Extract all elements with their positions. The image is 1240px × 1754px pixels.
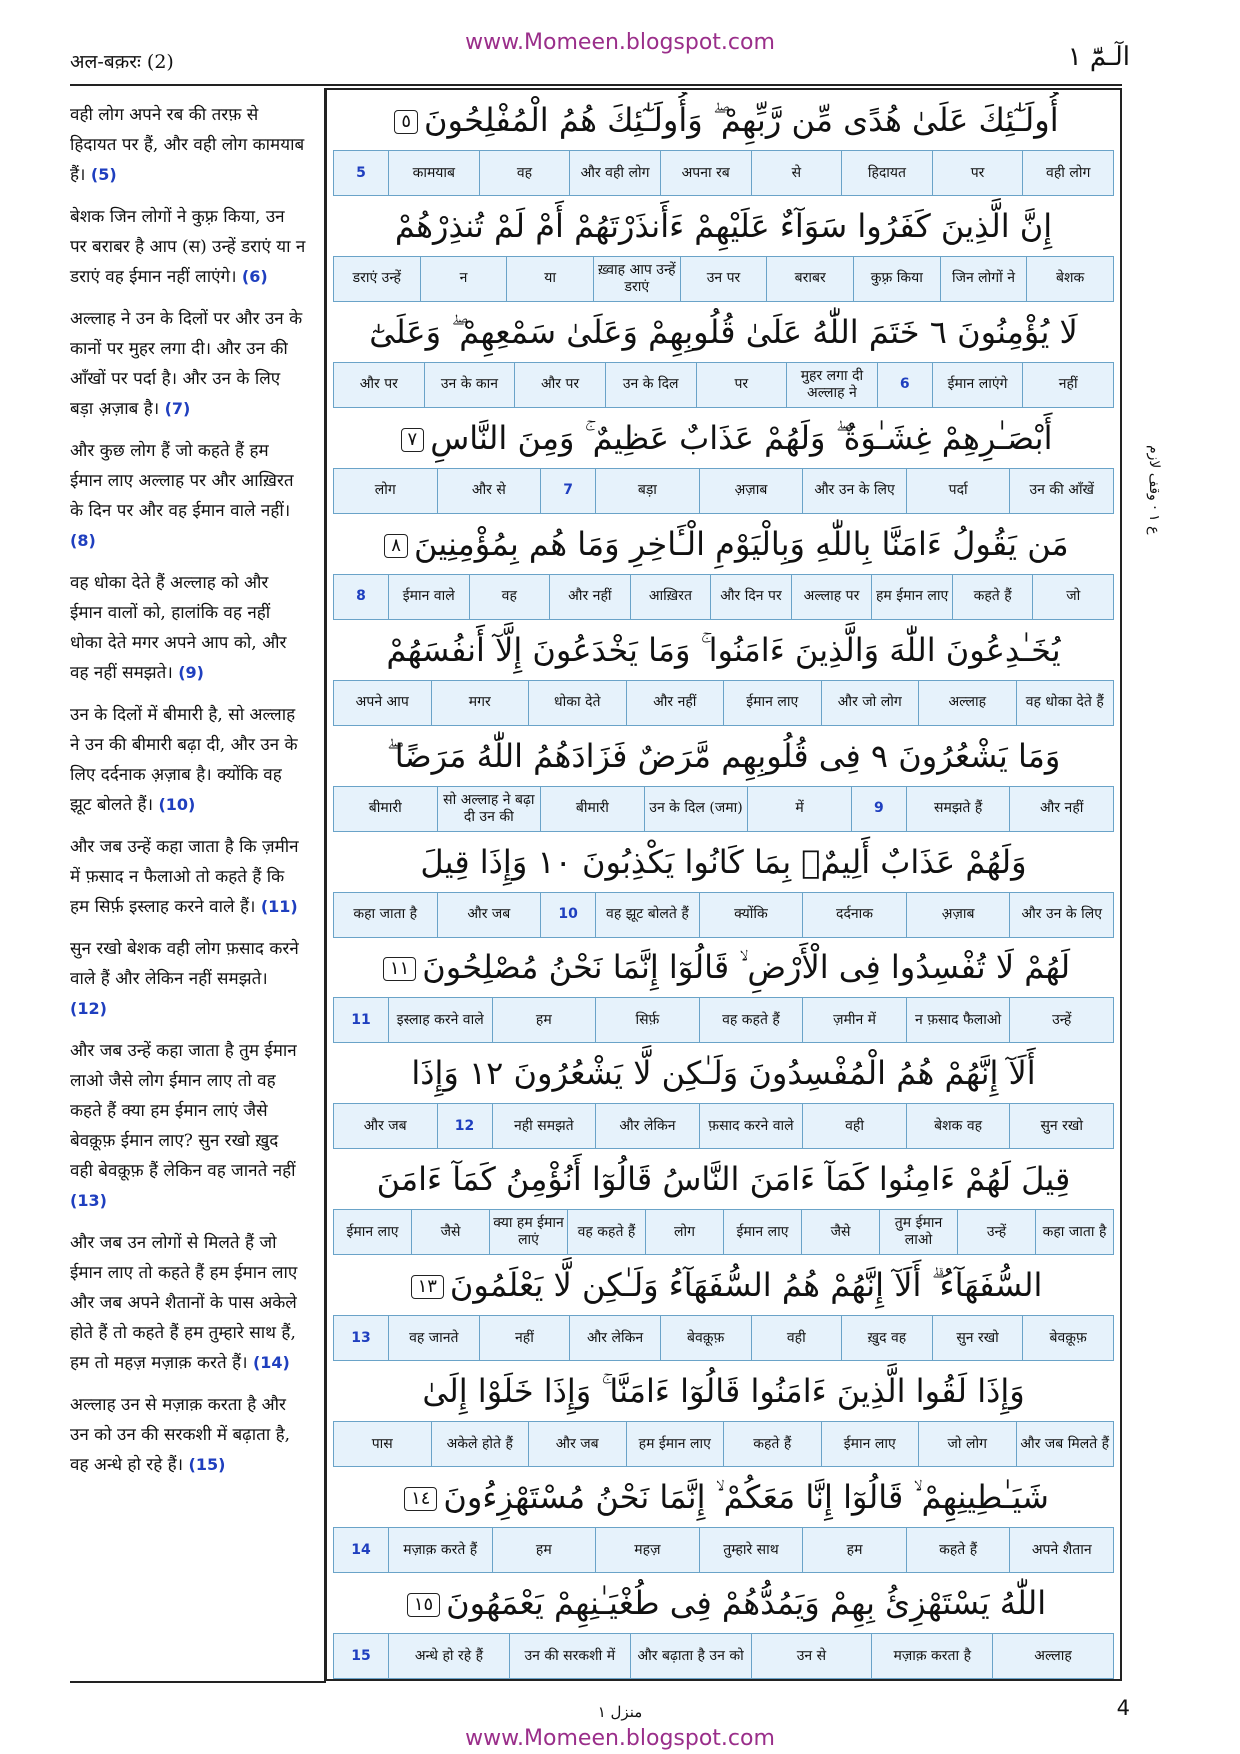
word-meaning-cell: जो <box>1032 575 1113 619</box>
word-meaning-cell: उन की सरकशी में <box>509 1634 630 1678</box>
word-meaning-cell: अल्लाह <box>918 681 1016 725</box>
para-title-arabic: الٓـمّٓ ١ <box>1067 42 1130 72</box>
word-meaning-row <box>333 1315 1114 1361</box>
arabic-text: مَن يَقُولُ ءَامَنَّا بِاللّٰهِ وَبِالْيَوْمِ الْـَٔاخِرِ وَمَا هُم بِمُؤْمِنِينَ <box>413 524 1069 563</box>
word-meaning-cell: में <box>747 787 851 831</box>
translation-text: और कुछ लोग हैं जो कहते हैं हम ईमान लाए अल्लाह पर और आख़िरत के दिन पर और वह ईमान वाले नहीं। <box>70 441 294 521</box>
translation-text: उन के दिलों में बीमारी है, सो अल्लाह ने उन की बीमारी बढ़ा दी, और उन के लिए दर्दनाक अ़ज़ाब है। क्योंकि वह झूट बोलते हैं। <box>70 705 298 815</box>
translation-column <box>70 100 306 1492</box>
word-meaning-cell: तुम ईमान लाओ <box>879 1210 957 1254</box>
arabic-text: لَهُمْ لَا تُفْسِدُوا فِى الْأَرْضِ ۙ قَالُوٓا إِنَّمَا نَحْنُ مُصْلِحُونَ <box>422 948 1071 987</box>
ayah-number-marker: ٧ <box>401 428 425 452</box>
word-meaning-cell: अपने आप <box>355 694 409 711</box>
translation-paragraph <box>70 1390 306 1480</box>
word-meaning-cell: बेशक वह <box>906 1104 1010 1148</box>
verse-number-cell: 11 <box>351 1011 371 1028</box>
word-meaning-cell: महज़ <box>595 1528 699 1572</box>
word-meaning-cell: फ़साद करने वाले <box>699 1104 803 1148</box>
word-meaning-cell: क्योंकि <box>699 893 803 937</box>
arabic-verse-line <box>327 1257 1120 1314</box>
word-meaning-cell: ज़मीन में <box>802 998 906 1042</box>
word-meaning-cell: सिर्फ़ <box>595 998 699 1042</box>
translation-paragraph <box>70 832 306 922</box>
verse-number: (9) <box>178 663 204 682</box>
verse-number: (12) <box>70 999 107 1018</box>
verse-number-cell: 15 <box>351 1647 371 1664</box>
word-meaning-cell: कहते हैं <box>952 575 1033 619</box>
word-meaning-cell: अल्लाह <box>992 1634 1113 1678</box>
translation-paragraph <box>70 1228 306 1378</box>
word-meaning-cell: बेवक़ूफ़ <box>1022 1316 1113 1360</box>
word-meaning-cell: हम <box>492 1528 596 1572</box>
word-meaning-cell: वह जानते <box>388 1316 479 1360</box>
word-meaning-cell: उन्हें <box>957 1210 1035 1254</box>
word-meaning-cell: और से <box>437 469 541 513</box>
word-meaning-row <box>333 786 1114 832</box>
verse-number-cell: 7 <box>540 469 595 513</box>
word-meaning-cell: ईमान लाए <box>821 1422 919 1466</box>
word-meaning-row <box>333 256 1114 302</box>
word-meaning-cell: और नहीं <box>549 575 630 619</box>
word-meaning-cell: वह कहते हैं <box>567 1210 645 1254</box>
verse-number: (14) <box>252 1353 290 1372</box>
translation-text: अल्लाह ने उन के दिलों पर और उन के कानों पर मुहर लगा दी। और उन की आँखों पर पर्दा है। और उन के लिए बड़ा अ़ज़ाब है। <box>70 309 303 419</box>
word-meaning-cell: वह झूट बोलते हैं <box>595 893 699 937</box>
word-meaning-cell: न फ़साद फैलाओ <box>906 998 1010 1042</box>
translation-text: और जब उन्हें कहा जाता है कि ज़मीन में फ़साद न फैलाओ तो कहते हैं कि हम सिर्फ़ इस्लाह करने वाले हैं। <box>70 837 299 917</box>
word-meaning-cell: ईमान लाए <box>723 1210 801 1254</box>
verse-number: (10) <box>158 795 196 814</box>
word-meaning-cell: सुन रखो <box>932 1316 1023 1360</box>
word-meaning-cell: इस्लाह करने वाले <box>388 998 492 1042</box>
word-meaning-cell: लोग <box>645 1210 723 1254</box>
verse-number-cell: 8 <box>356 588 366 605</box>
word-meaning-cell: ईमान लाए <box>346 1223 399 1240</box>
word-meaning-cell: और पर <box>359 376 398 393</box>
word-meaning-cell: जिन लोगों ने <box>940 257 1027 301</box>
arabic-verse-line <box>327 1045 1120 1102</box>
ayah-number-marker: ١٥ <box>407 1593 440 1617</box>
arabic-verse-line <box>327 304 1120 361</box>
word-meaning-cell: डराएं उन्हें <box>352 270 401 287</box>
word-meaning-cell: और बढ़ाता है उन को <box>630 1634 751 1678</box>
word-meaning-row <box>333 997 1114 1043</box>
arabic-verse-line <box>327 1469 1120 1526</box>
word-meaning-cell: उन्हें <box>1009 998 1113 1042</box>
verse-number-cell: 5 <box>356 164 366 181</box>
word-meaning-cell: मुहर लगा दी अल्लाह ने <box>786 363 877 407</box>
word-meaning-cell: वही <box>751 1316 842 1360</box>
verse-number-cell: 13 <box>351 1329 371 1346</box>
ayah-number-marker: ١١ <box>383 957 416 981</box>
word-meaning-cell: और लेकिन <box>595 1104 699 1148</box>
word-meaning-cell: और जब <box>363 1117 407 1134</box>
word-meaning-cell: बेशक <box>1026 257 1113 301</box>
word-meaning-row <box>333 150 1114 196</box>
word-meaning-cell: जैसे <box>411 1210 489 1254</box>
arabic-text: أَلَآ إِنَّهُمْ هُمُ الْمُفْسِدُونَ وَلَـٰكِن لَّا يَشْعُرُونَ ١٢ وَإِذَا <box>411 1054 1036 1093</box>
word-meaning-cell: मगर <box>431 681 529 725</box>
word-meaning-cell: और जब <box>528 1422 626 1466</box>
word-meaning-cell: उन पर <box>680 257 767 301</box>
verse-number: (8) <box>70 531 96 550</box>
arabic-verse-line <box>327 1575 1120 1632</box>
arabic-text: أَبْصَـٰرِهِمْ غِشَـٰوَةٌ ۖ وَلَهُمْ عَذَابٌ عَظِيمٌ ۚ وَمِنَ النَّاسِ <box>430 418 1053 457</box>
word-by-word-panel <box>325 88 1122 1681</box>
word-meaning-cell: उन के दिल (जमा) <box>644 787 748 831</box>
word-meaning-cell: वही <box>802 1104 906 1148</box>
word-meaning-cell: हम <box>802 1528 906 1572</box>
verse-number: (7) <box>164 399 191 418</box>
word-meaning-cell: पर <box>696 363 787 407</box>
word-meaning-cell: से <box>751 151 842 195</box>
word-meaning-cell: जो लोग <box>918 1422 1016 1466</box>
ruku-marker: ع ١ · وقف لازم <box>1146 445 1162 535</box>
word-meaning-cell: और वही लोग <box>569 151 660 195</box>
word-meaning-row <box>333 574 1114 620</box>
word-meaning-cell: पास <box>371 1435 393 1452</box>
word-meaning-cell: और जब मिलते हैं <box>1016 1422 1114 1466</box>
word-meaning-cell: और जब <box>437 893 541 937</box>
arabic-verse-line <box>327 1151 1120 1208</box>
word-meaning-cell: बीमारी <box>540 787 644 831</box>
word-meaning-cell: कहते हैं <box>723 1422 821 1466</box>
translation-paragraph <box>70 100 306 190</box>
word-meaning-cell: आख़िरत <box>630 575 711 619</box>
word-meaning-cell: वह धोका देते हैं <box>1016 681 1114 725</box>
word-meaning-row <box>333 1103 1114 1149</box>
arabic-verse-line <box>327 728 1120 785</box>
word-meaning-cell: हम ईमान लाए <box>871 575 952 619</box>
translation-paragraph <box>70 700 306 820</box>
translation-text: और जब उन्हें कहा जाता है तुम ईमान लाओ जैसे लोग ईमान लाए तो वह कहते हैं क्या हम ईमान लाएं जैसे बेवक़ूफ़ ईमान लाए? सुन रखो ख़ुद वही बेवक़ूफ़ हैं लेकिन वह जानते नहीं <box>70 1041 297 1181</box>
arabic-verse-line <box>327 410 1120 467</box>
word-meaning-cell: और लेकिन <box>569 1316 660 1360</box>
word-meaning-cell: लोग <box>374 482 396 499</box>
translation-text: सुन रखो बेशक वही लोग फ़साद करने वाले हैं और लेकिन नहीं समझते। <box>70 939 299 989</box>
translation-text: और जब उन लोगों से मिलते हैं जो ईमान लाए तो कहते हैं हम ईमान लाए और जब अपने शैतानों के पास अकेले होते हैं तो कहते हैं हम तुम्हारे साथ हैं, हम तो महज़ मज़ाक़ करते हैं। <box>70 1233 298 1373</box>
arabic-text: السُّفَهَآءُ ۗ أَلَآ إِنَّهُمْ هُمُ السُّفَهَآءُ وَلَـٰكِن لَّا يَعْلَمُونَ <box>449 1266 1043 1305</box>
translation-text: वह धोका देते हैं अल्लाह को और ईमान वालों को, हालांकि वह नहीं धोका देते मगर अपने आप को, और वह नहीं समझते। <box>70 573 287 683</box>
manzil-label: منزل ١ <box>597 1703 643 1721</box>
word-meaning-cell: जैसे <box>801 1210 879 1254</box>
arabic-text: اللّٰهُ يَسْتَهْزِئُ بِهِمْ وَيَمُدُّهُمْ فِى طُغْيَـٰنِهِمْ يَعْمَهُونَ <box>446 1584 1047 1623</box>
word-meaning-cell: कहा जाता है <box>1035 1210 1113 1254</box>
word-meaning-cell: पर <box>932 151 1023 195</box>
word-meaning-cell: उन से <box>751 1634 872 1678</box>
word-meaning-cell: वह कहते हैं <box>699 998 803 1042</box>
word-meaning-cell: और नहीं <box>626 681 724 725</box>
translation-text: बेशक जिन लोगों ने कुफ़्र किया, उन पर बराबर है आप (स) उन्हें डराएं या न डराएं वह ईमान नहीं लाएंगे। <box>70 207 306 287</box>
ayah-number-marker: ١٣ <box>411 1275 444 1299</box>
surah-title-hindi: अल-बक़रः (2) <box>70 51 174 73</box>
arabic-verse-line <box>327 939 1120 996</box>
word-meaning-cell: दर्दनाक <box>802 893 906 937</box>
word-meaning-cell: तुम्हारे साथ <box>699 1528 803 1572</box>
word-meaning-cell: ईमान लाए <box>723 681 821 725</box>
word-meaning-cell: बेवक़ूफ़ <box>660 1316 751 1360</box>
word-meaning-cell: और उन के लिए <box>802 469 906 513</box>
ayah-number-marker: ٥ <box>394 110 418 134</box>
arabic-text: شَيَـٰطِينِهِمْ ۙ قَالُوٓا إِنَّا مَعَكُمْ ۙ إِنَّمَا نَحْنُ مُسْتَهْزِءُونَ <box>443 1478 1049 1517</box>
arabic-verse-line <box>327 516 1120 573</box>
word-meaning-cell: पर्दा <box>906 469 1010 513</box>
arabic-text: قِيلَ لَهُمْ ءَامِنُوا كَمَآ ءَامَنَ النَّاسُ قَالُوٓا أَنُؤْمِنُ كَمَآ ءَامَنَ <box>376 1160 1071 1199</box>
ayah-number-marker: ٨ <box>384 534 408 558</box>
arabic-text: وَمَا يَشْعُرُونَ ٩ فِى قُلُوبِهِم مَّرَضٌ فَزَادَهُمُ اللّٰهُ مَرَضًا ۖ <box>386 736 1061 775</box>
word-meaning-cell: अपना रब <box>660 151 751 195</box>
word-meaning-row <box>333 362 1114 408</box>
word-meaning-cell: बराबर <box>766 257 853 301</box>
word-meaning-cell: सुन रखो <box>1009 1104 1113 1148</box>
arabic-verse-line <box>327 622 1120 679</box>
word-meaning-cell: सो अल्लाह ने बढ़ा दी उन की <box>437 787 541 831</box>
translation-text: अल्लाह उन से मज़ाक़ करता है और उन को उन की सरकशी में बढ़ाता है, वह अन्धे हो रहे हैं। <box>70 1395 291 1475</box>
word-meaning-cell: और दिन पर <box>710 575 791 619</box>
arabic-text: وَلَهُمْ عَذَابٌ أَلِيمٌۢ بِمَا كَانُوا يَكْذِبُونَ ١٠ وَإِذَا قِيلَ <box>420 842 1027 881</box>
word-meaning-cell: वह <box>479 151 570 195</box>
word-meaning-cell: मज़ाक़ करते हैं <box>388 1528 492 1572</box>
word-meaning-cell: अल्लाह पर <box>791 575 872 619</box>
word-meaning-cell: कामयाब <box>388 151 479 195</box>
arabic-text: لَا يُؤْمِنُونَ ٦ خَتَمَ اللّٰهُ عَلَىٰ قُلُوبِهِمْ وَعَلَىٰ سَمْعِهِمْ ۖ وَعَلَىٰٓ <box>369 312 1078 351</box>
word-meaning-cell: उन की आँखें <box>1009 469 1113 513</box>
word-meaning-cell: और पर <box>514 363 605 407</box>
word-meaning-cell: उन के दिल <box>605 363 696 407</box>
arabic-verse-line <box>327 1363 1120 1420</box>
word-meaning-cell: समझते हैं <box>906 787 1010 831</box>
word-meaning-cell: वह <box>469 575 550 619</box>
verse-number: (6) <box>241 267 268 286</box>
word-meaning-row <box>333 1209 1114 1255</box>
word-meaning-cell: अ़ज़ाब <box>699 469 803 513</box>
word-meaning-cell: और नहीं <box>1009 787 1113 831</box>
word-meaning-cell: नहीं <box>479 1316 570 1360</box>
word-meaning-cell: नही समझते <box>492 1104 596 1148</box>
footer-divider <box>70 1681 326 1683</box>
verse-number-cell: 14 <box>351 1541 371 1558</box>
word-meaning-cell: अ़ज़ाब <box>906 893 1010 937</box>
verse-number-cell: 6 <box>877 363 932 407</box>
word-meaning-cell: कुफ़्र किया <box>853 257 940 301</box>
verse-number-cell: 10 <box>540 893 595 937</box>
translation-paragraph <box>70 202 306 292</box>
word-meaning-cell: ख़्वाह आप उन्हें डराएं <box>593 257 680 301</box>
verse-number-cell: 9 <box>851 787 906 831</box>
verse-number-cell: 12 <box>437 1104 492 1148</box>
word-meaning-row <box>333 1527 1114 1573</box>
arabic-verse-line <box>327 834 1120 891</box>
word-meaning-cell: वही लोग <box>1022 151 1113 195</box>
word-meaning-cell: अन्धे हो रहे हैं <box>388 1634 509 1678</box>
word-meaning-row <box>333 1633 1114 1679</box>
arabic-text: يُخَـٰدِعُونَ اللّٰهَ وَالَّذِينَ ءَامَنُوا ۚ وَمَا يَخْدَعُونَ إِلَّآ أَنفُسَهُمْ <box>386 630 1061 669</box>
word-meaning-cell: उन के कान <box>424 363 515 407</box>
word-meaning-cell: कहा जाता है <box>353 906 418 923</box>
word-meaning-row <box>333 680 1114 726</box>
word-meaning-cell: मज़ाक़ करता है <box>871 1634 992 1678</box>
page-number: 4 <box>1116 1696 1130 1720</box>
word-meaning-row <box>333 468 1114 514</box>
site-url-bottom: www.Momeen.blogspot.com <box>465 1726 775 1751</box>
word-meaning-cell: और जो लोग <box>821 681 919 725</box>
verse-number: (5) <box>90 165 117 184</box>
site-url-top: www.Momeen.blogspot.com <box>465 30 775 55</box>
word-meaning-cell: और उन के लिए <box>1009 893 1113 937</box>
arabic-text: وَإِذَا لَقُوا الَّذِينَ ءَامَنُوا قَالُوٓا ءَامَنَّا ۚ وَإِذَا خَلَوْا إِلَىٰ <box>422 1372 1025 1411</box>
word-meaning-cell: ईमान वाले <box>388 575 469 619</box>
word-meaning-cell: नहीं <box>1022 363 1113 407</box>
translation-paragraph <box>70 934 306 1024</box>
translation-paragraph <box>70 304 306 424</box>
translation-text: वही लोग अपने रब की तरफ़ से हिदायत पर हैं, और वही लोग कामयाब हैं। <box>70 105 305 185</box>
word-meaning-cell: बड़ा <box>595 469 699 513</box>
word-meaning-cell: हम ईमान लाए <box>626 1422 724 1466</box>
translation-paragraph <box>70 436 306 556</box>
word-meaning-cell: कहते हैं <box>906 1528 1010 1572</box>
translation-paragraph <box>70 568 306 688</box>
arabic-text: أُولَـٰٓئِكَ عَلَىٰ هُدًى مِّن رَّبِّهِمْ ۖ وَأُولَـٰٓئِكَ هُمُ الْمُفْلِحُونَ <box>424 101 1059 139</box>
word-meaning-row <box>333 892 1114 938</box>
word-meaning-cell: या <box>506 257 593 301</box>
word-meaning-cell: अकेले होते हैं <box>431 1422 529 1466</box>
ayah-number-marker: ١٤ <box>404 1487 437 1511</box>
verse-number: (15) <box>188 1455 226 1474</box>
word-meaning-cell: क्या हम ईमान लाएं <box>489 1210 567 1254</box>
arabic-verse-line <box>327 92 1120 149</box>
word-meaning-cell: हिदायत <box>841 151 932 195</box>
word-meaning-cell: ख़ुद वह <box>841 1316 932 1360</box>
header-divider <box>70 84 1122 86</box>
word-meaning-cell: बीमारी <box>368 800 402 817</box>
word-meaning-cell: धोका देते <box>528 681 626 725</box>
word-meaning-cell: ईमान लाएंगे <box>932 363 1023 407</box>
word-meaning-cell: हम <box>492 998 596 1042</box>
verse-number: (11) <box>260 897 298 916</box>
translation-paragraph <box>70 1036 306 1216</box>
arabic-verse-line <box>327 198 1120 255</box>
verse-number: (13) <box>70 1191 107 1210</box>
word-meaning-row <box>333 1421 1114 1467</box>
word-meaning-cell: न <box>420 257 507 301</box>
word-meaning-cell: अपने शैतान <box>1009 1528 1113 1572</box>
arabic-text: إِنَّ الَّذِينَ كَفَرُوا سَوَآءٌ عَلَيْهِمْ ءَأَنذَرْتَهُمْ أَمْ لَمْ تُنذِرْهُمْ <box>394 206 1053 245</box>
